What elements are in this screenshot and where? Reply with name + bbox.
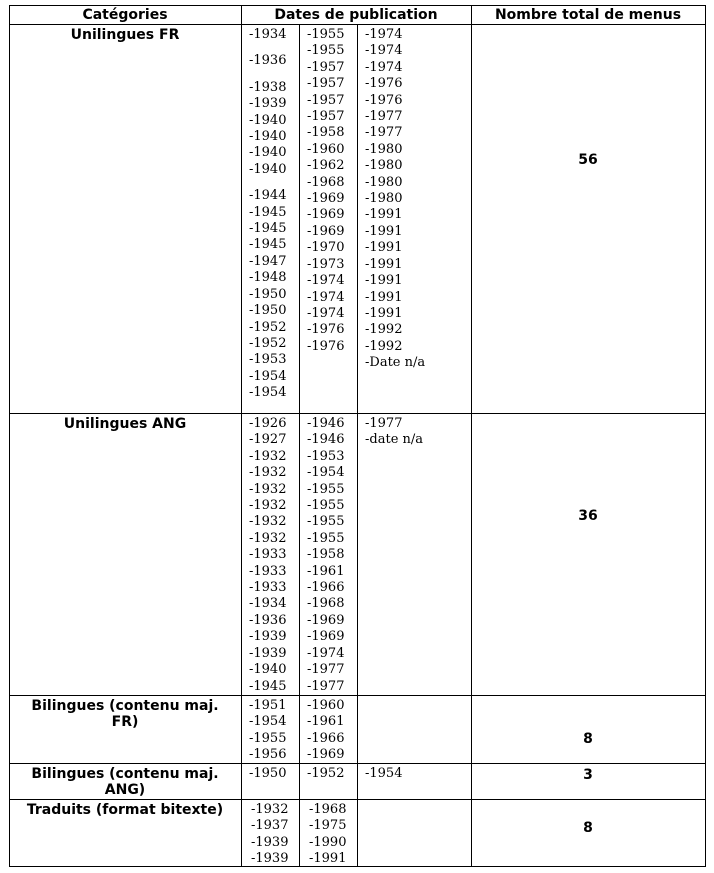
date-item: -1938 [249, 79, 287, 95]
date-item: -1940 [249, 662, 287, 678]
date-item: -1976 [307, 338, 345, 354]
date-item: -1980 [365, 191, 403, 207]
date-item: -1940 [249, 112, 287, 128]
publication-table [9, 5, 705, 867]
date-item: -1934 [249, 27, 287, 42]
date-item: -1952 [249, 319, 287, 335]
date-item: -1932 [249, 481, 287, 497]
date-item: -1932 [249, 498, 287, 514]
date-item: -1955 [307, 43, 345, 59]
date-item: -1991 [365, 207, 403, 223]
date-item: -1973 [307, 256, 345, 272]
date-item: -1940 [249, 145, 287, 161]
date-item: -1954 [365, 766, 403, 781]
date-item: -1969 [307, 747, 345, 763]
dates-col1 [249, 698, 286, 764]
date-item: -1932 [251, 802, 289, 817]
date-item: -1961 [307, 714, 345, 730]
date-item: -1958 [307, 125, 345, 141]
dates-col1 [249, 27, 286, 402]
dates-col1 [249, 416, 286, 695]
date-item: -1950 [249, 766, 287, 781]
date-item: -1954 [249, 385, 287, 401]
date-item: -1961 [307, 563, 345, 579]
date-item: -1976 [365, 92, 403, 108]
date-item: -1936 [249, 53, 287, 69]
date-item: -1992 [365, 338, 403, 354]
date-item: -1933 [249, 547, 287, 563]
date-item: -1980 [365, 174, 403, 190]
date-item: -1926 [249, 416, 287, 431]
date-item: -1962 [307, 158, 345, 174]
date-item: -1955 [249, 730, 287, 746]
date-item: -1969 [307, 191, 345, 207]
total-bilingues-fr: 8 [583, 731, 593, 747]
date-item: -1977 [365, 109, 403, 125]
date-item: -1939 [251, 851, 289, 867]
date-item: -1950 [249, 303, 287, 319]
date-item: -1939 [251, 834, 289, 850]
date-item: -1957 [307, 76, 345, 92]
date-item: -1934 [249, 596, 287, 612]
date-item: -1940 [249, 161, 287, 177]
date-item: -1954 [249, 368, 287, 384]
date-item: -1991 [365, 240, 403, 256]
date-item: -1955 [307, 498, 345, 514]
date-item: -1960 [307, 698, 345, 713]
date-item: -1933 [249, 580, 287, 596]
date-item: -1937 [251, 818, 289, 834]
header-categories: Catégories [82, 7, 168, 23]
date-item: -1992 [365, 322, 403, 338]
date-item: -1954 [307, 465, 345, 481]
category-traduits: Traduits (format bitexte) [26, 802, 224, 818]
date-item: -1953 [307, 448, 345, 464]
date-item: -1960 [307, 141, 345, 157]
date-item: -1927 [249, 432, 287, 448]
date-item: -1939 [249, 96, 287, 112]
category-bilingues-ang: Bilingues (contenu maj. ANG) [31, 766, 219, 798]
date-item: -1955 [307, 514, 345, 530]
category-bilingues-fr: Bilingues (contenu maj. FR) [31, 698, 219, 730]
date-item: -1969 [307, 207, 345, 223]
dates-col3 [365, 27, 425, 372]
date-item: -1969 [307, 223, 345, 239]
date-item: -1953 [249, 352, 287, 368]
date-item: -1946 [307, 432, 345, 448]
date-item: -1974 [307, 289, 345, 305]
dates-col1 [251, 802, 288, 868]
date-item: -1968 [309, 802, 347, 817]
date-item: -1991 [365, 305, 403, 321]
date-item: -date n/a [365, 432, 424, 448]
date-item: -1932 [249, 448, 287, 464]
total-unilingues-ang: 36 [578, 508, 598, 524]
total-traduits: 8 [583, 820, 593, 836]
total-bilingues-ang: 3 [583, 767, 593, 783]
date-item: -1977 [365, 416, 403, 431]
dates-col2 [307, 416, 344, 695]
dates-col2 [309, 802, 346, 868]
dates-col3 [365, 766, 402, 782]
date-item: -1974 [307, 645, 345, 661]
date-item: -1945 [249, 237, 287, 253]
date-item: -1991 [365, 223, 403, 239]
date-item: -1969 [307, 612, 345, 628]
date-item: -1948 [249, 270, 287, 286]
date-item: -1958 [307, 547, 345, 563]
date-item: -1950 [249, 286, 287, 302]
date-item: -1991 [309, 851, 347, 867]
date-item: -1974 [365, 59, 403, 75]
date-item: -1968 [307, 174, 345, 190]
date-item: -1974 [307, 273, 345, 289]
date-item: -1932 [249, 465, 287, 481]
date-item: -1955 [307, 530, 345, 546]
date-item: -1977 [365, 125, 403, 141]
date-item: -1945 [249, 678, 287, 694]
date-item: -1951 [249, 698, 287, 713]
date-item: -1944 [249, 188, 287, 204]
date-item: -Date n/a [365, 355, 426, 371]
date-item: -1976 [307, 322, 345, 338]
date-item: -1945 [249, 221, 287, 237]
date-item: -1939 [249, 645, 287, 661]
date-item: -1947 [249, 253, 287, 269]
date-item: -1956 [249, 747, 287, 763]
date-item: -1980 [365, 141, 403, 157]
date-item: -1955 [307, 481, 345, 497]
header-dates: Dates de publication [274, 7, 438, 23]
dates-col2 [307, 766, 344, 782]
date-item: -1974 [307, 305, 345, 321]
date-item: -1966 [307, 730, 345, 746]
dates-col2 [307, 27, 344, 355]
date-item: -1980 [365, 158, 403, 174]
date-item: -1991 [365, 256, 403, 272]
date-item: -1957 [307, 92, 345, 108]
date-item: -1957 [307, 109, 345, 125]
date-item: -1946 [307, 416, 345, 431]
date-item: -1932 [249, 530, 287, 546]
date-item: -1977 [307, 662, 345, 678]
date-item: -1936 [249, 612, 287, 628]
date-item: -1932 [249, 514, 287, 530]
date-item: -1957 [307, 59, 345, 75]
date-item: -1954 [249, 714, 287, 730]
category-unilingues-fr: Unilingues FR [70, 27, 180, 43]
date-item: -1955 [307, 27, 345, 42]
date-item: -1952 [249, 335, 287, 351]
date-item: -1940 [249, 129, 287, 145]
dates-col1 [249, 766, 286, 782]
total-unilingues-fr: 56 [578, 152, 598, 168]
dates-col3 [365, 416, 423, 449]
date-item: -1970 [307, 240, 345, 256]
category-unilingues-ang: Unilingues ANG [63, 416, 187, 432]
date-item: -1974 [365, 43, 403, 59]
date-item: -1968 [307, 596, 345, 612]
date-item: -1974 [365, 27, 403, 42]
date-item: -1991 [365, 273, 403, 289]
date-item: -1933 [249, 563, 287, 579]
date-item: -1991 [365, 289, 403, 305]
date-item: -1939 [249, 629, 287, 645]
dates-col2 [307, 698, 344, 764]
date-item: -1990 [309, 834, 347, 850]
date-item: -1952 [307, 766, 345, 781]
date-item: -1977 [307, 678, 345, 694]
date-item: -1975 [309, 818, 347, 834]
date-item: -1966 [307, 580, 345, 596]
header-total: Nombre total de menus [494, 7, 682, 23]
date-item: -1976 [365, 76, 403, 92]
date-item: -1969 [307, 629, 345, 645]
date-item: -1945 [249, 204, 287, 220]
